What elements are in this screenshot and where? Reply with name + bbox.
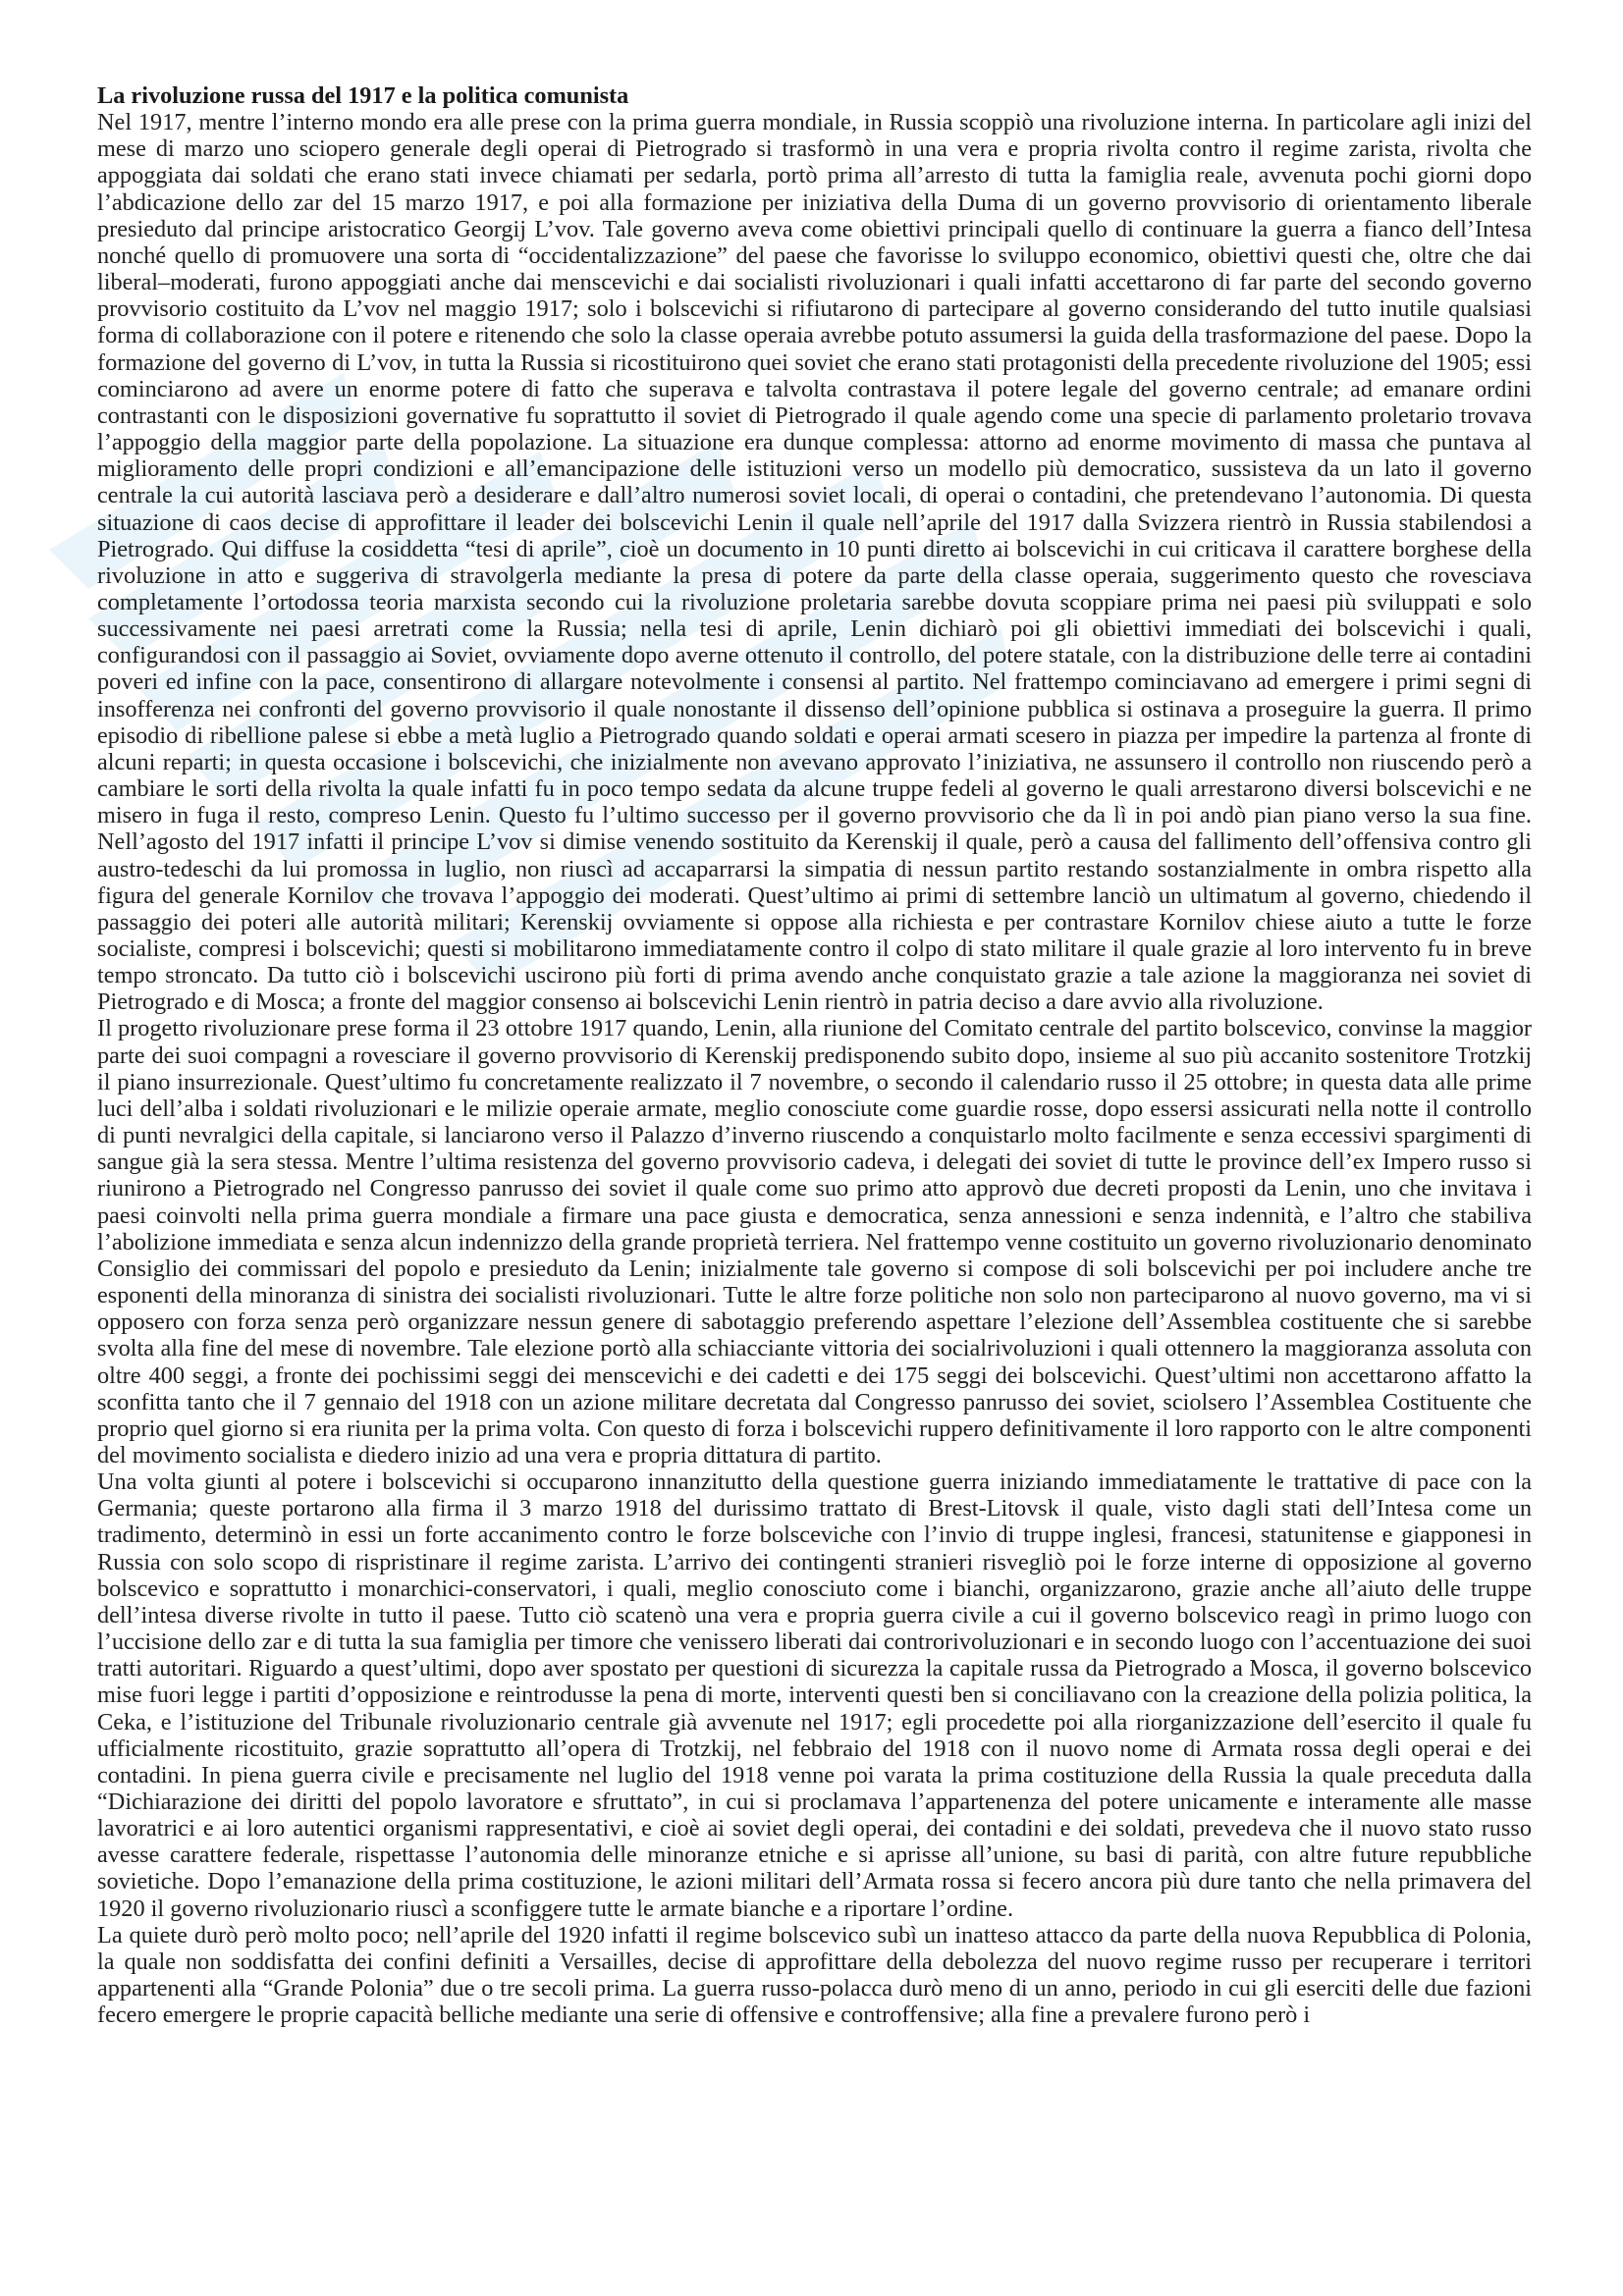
paragraph-2: Il progetto rivoluzionare prese forma il 23 ottobre 1917 quando, Lenin, alla riunione del Comitato centrale del partito bolscevico, convinse la maggior parte dei suoi compagni a rovesciare il governo provvisorio di Kerenskij predisponendo subito dopo, insieme al suo più accanito sostenitore Trotzkij il piano insurrezionale. Quest’ultimo fu concretamente realizzato il 7 novembre, o secondo il calendario russo il 25 ottobre; in questa data alle prime luci dell’alba i soldati rivoluzionari e le milizie operaie armate, meglio conosciute come guardie rosse, dopo essersi assicurati nella notte il controllo di punti nevralgici della capitale, si lanciarono verso il Palazzo d’inverno riuscendo a conquistarlo molto facilmente e senza eccessivi spargimenti di sangue già la sera stessa. Mentre l’ultima resistenza del governo provvisorio cadeva, i delegati dei soviet di tutte le province dell’ex Impero russo si riunirono a Pietrogrado nel Congresso panrusso dei soviet il quale come suo primo atto approvò due decreti proposti da Lenin, uno che invitava i paesi coinvolti nella prima guerra mondiale a firmare una pace giusta e democratica, senza annessioni e senza indennità, e l’altro che stabiliva l’abolizione immediata e senza alcun indennizzo della grande proprietà terriera. Nel frattempo venne costituito un governo rivoluzionario denominato Consiglio dei commissari del popolo e presieduto da Lenin; inizialmente tale governo si compose di soli bolscevichi per poi includere anche tre esponenti della minoranza di sinistra dei socialisti rivoluzionari. Tutte le altre forze politiche non solo non parteciparono al nuovo governo, ma vi si opposero con forza senza però organizzare nessun genere di sabotaggio preferendo aspettare l’elezione dell’Assemblea costituente che si sarebbe svolta alla fine del mese di novembre. Tale elezione portò alla schiacciante vittoria dei socialrivoluzioni i quali ottennero la maggioranza assoluta con oltre 400 seggi, a fronte dei pochissimi seggi dei menscevichi e dei cadetti e dei 175 seggi dei bolscevichi. Quest’ultimi non accettarono affatto la sconfitta tanto che il 7 gennaio del 1918 con un azione militare decretata dal Congresso panrusso dei soviet, sciolsero l’Assemblea Costituente che proprio quel giorno si era riunita per la prima volta. Con questo di forza i bolscevichi ruppero definitivamente il loro rapporto con le altre componenti del movimento socialista e diedero inizio ad una vera e propria dittatura di partito. <box>97 1015 1532 1468</box>
paragraph-3: Una volta giunti al potere i bolscevichi si occuparono innanzitutto della questione guerra iniziando immediatamente le trattative di pace con la Germania; queste portarono alla firma il 3 marzo 1918 del durissimo trattato di Brest-Litovsk il quale, visto dagli stati dell’Intesa come un tradimento, determinò in essi un forte accanimento contro le forze bolsceviche con l’invio di truppe inglesi, francesi, statunitense e giapponesi in Russia con solo scopo di rispristinare il regime zarista. L’arrivo dei contingenti stranieri risvegliò poi le forze interne di opposizione al governo bolscevico e soprattutto i monarchici-conservatori, i quali, meglio conosciuto come i bianchi, organizzarono, grazie anche all’aiuto delle truppe dell’intesa diverse rivolte in tutto il paese. Tutto ciò scatenò una vera e propria guerra civile a cui il governo bolscevico reagì in primo luogo con l’uccisione dello zar e di tutta la sua famiglia per timore che venissero liberati dai controrivoluzionari e in secondo luogo con l’accentuazione dei suoi tratti autoritari. Riguardo a quest’ultimi, dopo aver spostato per questioni di sicurezza la capitale russa da Pietrogrado a Mosca, il governo bolscevico mise fuori legge i partiti d’opposizione e reintrodusse la pena di morte, interventi questi ben si conciliavano con la creazione della polizia politica, la Ceka, e l’istituzione del Tribunale rivoluzionario centrale già avvenute nel 1917; egli procedette poi alla riorganizzazione dell’esercito il quale fu ufficialmente ricostituito, grazie soprattutto all’opera di Trotzkij, nel febbraio del 1918 con il nuovo nome di Armata rossa degli operai e dei contadini. In piena guerra civile e precisamente nel luglio del 1918 venne poi varata la prima costituzione della Russia la quale preceduta dalla “Dichiarazione dei diritti del popolo lavoratore e sfruttato”, in cui si proclamava l’appartenenza del potere unicamente e interamente alle masse lavoratrici e ai loro autentici organismi rappresentativi, e cioè ai soviet degli operai, dei contadini e dei soldati, prevedeva che il nuovo stato russo avesse carattere federale, rispettasse l’autonomia delle minoranze etniche e si aprisse all’unione, su basi di parità, con altre future repubbliche sovietiche. Dopo l’emanazione della prima costituzione, le azioni militari dell’Armata rossa si fecero ancora più dure tanto che nella primavera del 1920 il governo rivoluzionario riuscì a sconfiggere tutte le armate bianche e a riportare l’ordine. <box>97 1468 1532 1922</box>
paragraph-1: Nel 1917, mentre l’interno mondo era alle prese con la prima guerra mondiale, in Russia scoppiò una rivoluzione interna. In particolare agli inizi del mese di marzo uno sciopero generale degli operai di Pietrogrado si trasformò in una vera e propria rivolta contro il regime zarista, rivolta che appoggiata dai soldati che erano stati invece chiamati per sedarla, portò prima all’arresto di tutta la famiglia reale, avvenuta pochi giorni dopo l’abdicazione dello zar del 15 marzo 1917, e poi alla formazione per iniziativa della Duma di un governo provvisorio di orientamento liberale presieduto dal principe aristocratico Georgij L’vov. Tale governo aveva come obiettivi principali quello di continuare la guerra a fianco dell’Intesa nonché quello di promuovere una sorta di “occidentalizzazione” del paese che favorisse lo sviluppo economico, obiettivi questi che, oltre che dai liberal–moderati, furono appoggiati anche dai menscevichi e dai socialisti rivoluzionari i quali infatti accettarono di far parte del secondo governo provvisorio costituito da L’vov nel maggio 1917; solo i bolscevichi si rifiutarono di partecipare al governo considerando del tutto inutile qualsiasi forma di collaborazione con il potere e ritenendo che solo la classe operaia avrebbe potuto assumersi la guida della trasformazione del paese. Dopo la formazione del governo di L’vov, in tutta la Russia si ricostituirono quei soviet che erano stati protagonisti della precedente rivoluzione del 1905; essi cominciarono ad avere un enorme potere di fatto che superava e talvolta contrastava il potere legale del governo centrale; ad emanare ordini contrastanti con le disposizioni governative fu soprattutto il soviet di Pietrogrado il quale agendo come una specie di parlamento proletario trovava l’appoggio della maggior parte della popolazione. La situazione era dunque complessa: attorno ad enorme movimento di massa che puntava al miglioramento delle propri condizioni e all’emancipazione delle istituzioni verso un modello più democratico, sussisteva da un lato il governo centrale la cui autorità lasciava però a desiderare e dall’altro numerosi soviet locali, di operai o contadini, che pretendevano l’autonomia. Di questa situazione di caos decise di approfittare il leader dei bolscevichi Lenin il quale nell’aprile del 1917 dalla Svizzera rientrò in Russia stabilendosi a Pietrogrado. Qui diffuse la cosiddetta “tesi di aprile”, cioè un documento in 10 punti diretto ai bolscevichi in cui criticava il carattere borghese della rivoluzione in atto e suggeriva di stravolgerla mediante la presa di potere da parte della classe operaia, suggerimento questo che rovesciava completamente l’ortodossa teoria marxista secondo cui la rivoluzione proletaria sarebbe dovuta scoppiare prima nei paesi più sviluppati e solo successivamente nei paesi arretrati come la Russia; nella tesi di aprile, Lenin dichiarò poi gli obiettivi immediati dei bolscevichi i quali, configurandosi con il passaggio ai Soviet, ovviamente dopo averne ottenuto il controllo, del potere statale, con la distribuzione delle terre ai contadini poveri ed infine con la pace, consentirono di allargare notevolmente i consensi al partito. Nel frattempo cominciavano ad emergere i primi segni di insofferenza nei confronti del governo provvisorio il quale nonostante il dissenso dell’opinione pubblica si ostinava a proseguire la guerra. Il primo episodio di ribellione palese si ebbe a metà luglio a Pietrogrado quando soldati e operai armati scesero in piazza per impedire la partenza al fronte di alcuni reparti; in questa occasione i bolscevichi, che inizialmente non avevano approvato l’iniziativa, ne assunsero il controllo non riuscendo però a cambiare le sorti della rivolta la quale infatti fu in poco tempo sedata da alcune truppe fedeli al governo le quali arrestarono diversi bolscevichi e ne misero in fuga il resto, compreso Lenin. Questo fu l’ultimo successo per il governo provvisorio che da lì in poi andò pian piano verso la sua fine. Nell’agosto del 1917 infatti il principe L’vov si dimise venendo sostituito da Kerenskij il quale, però a causa del fallimento dell’offensiva contro gli austro-tedeschi da lui promossa in luglio, non riuscì ad accaparrarsi la simpatia di nessun partito restando sostanzialmente in ombra rispetto alla figura del generale Kornilov che trovava l’appoggio dei moderati. Quest’ultimo ai primi di settembre lanciò un ultimatum al governo, chiedendo il passaggio dei poteri alle autorità militari; Kerenskij ovviamente si oppose alla richiesta e per contrastare Kornilov chiese aiuto a tutte le forze socialiste, compresi i bolscevichi; questi si mobilitarono immediatamente contro il colpo di stato militare il quale grazie al loro intervento fu in breve tempo stroncato. Da tutto ciò i bolscevichi uscirono più forti di prima avendo anche conquistato grazie a tale azione la maggioranza nei soviet di Pietrogrado e di Mosca; a fronte del maggior consenso ai bolscevichi Lenin rientrò in patria deciso a dare avvio alla rivoluzione. <box>97 109 1532 1016</box>
document-body <box>97 82 1532 2028</box>
paragraph-4: La quiete durò però molto poco; nell’aprile del 1920 infatti il regime bolscevico subì un inatteso attacco da parte della nuova Repubblica di Polonia, la quale non soddisfatta dei confini definiti a Versailles, decise di approfittare della debolezza del nuovo regime russo per recuperare i territori appartenenti alla “Grande Polonia” due o tre secoli prima. La guerra russo-polacca durò meno di un anno, periodo in cui gli eserciti delle due fazioni fecero emergere le proprie capacità belliche mediante una serie di offensive e controffensive; alla fine a prevalere furono però i <box>97 1921 1532 2029</box>
document-title: La rivoluzione russa del 1917 e la politica comunista <box>97 82 629 109</box>
